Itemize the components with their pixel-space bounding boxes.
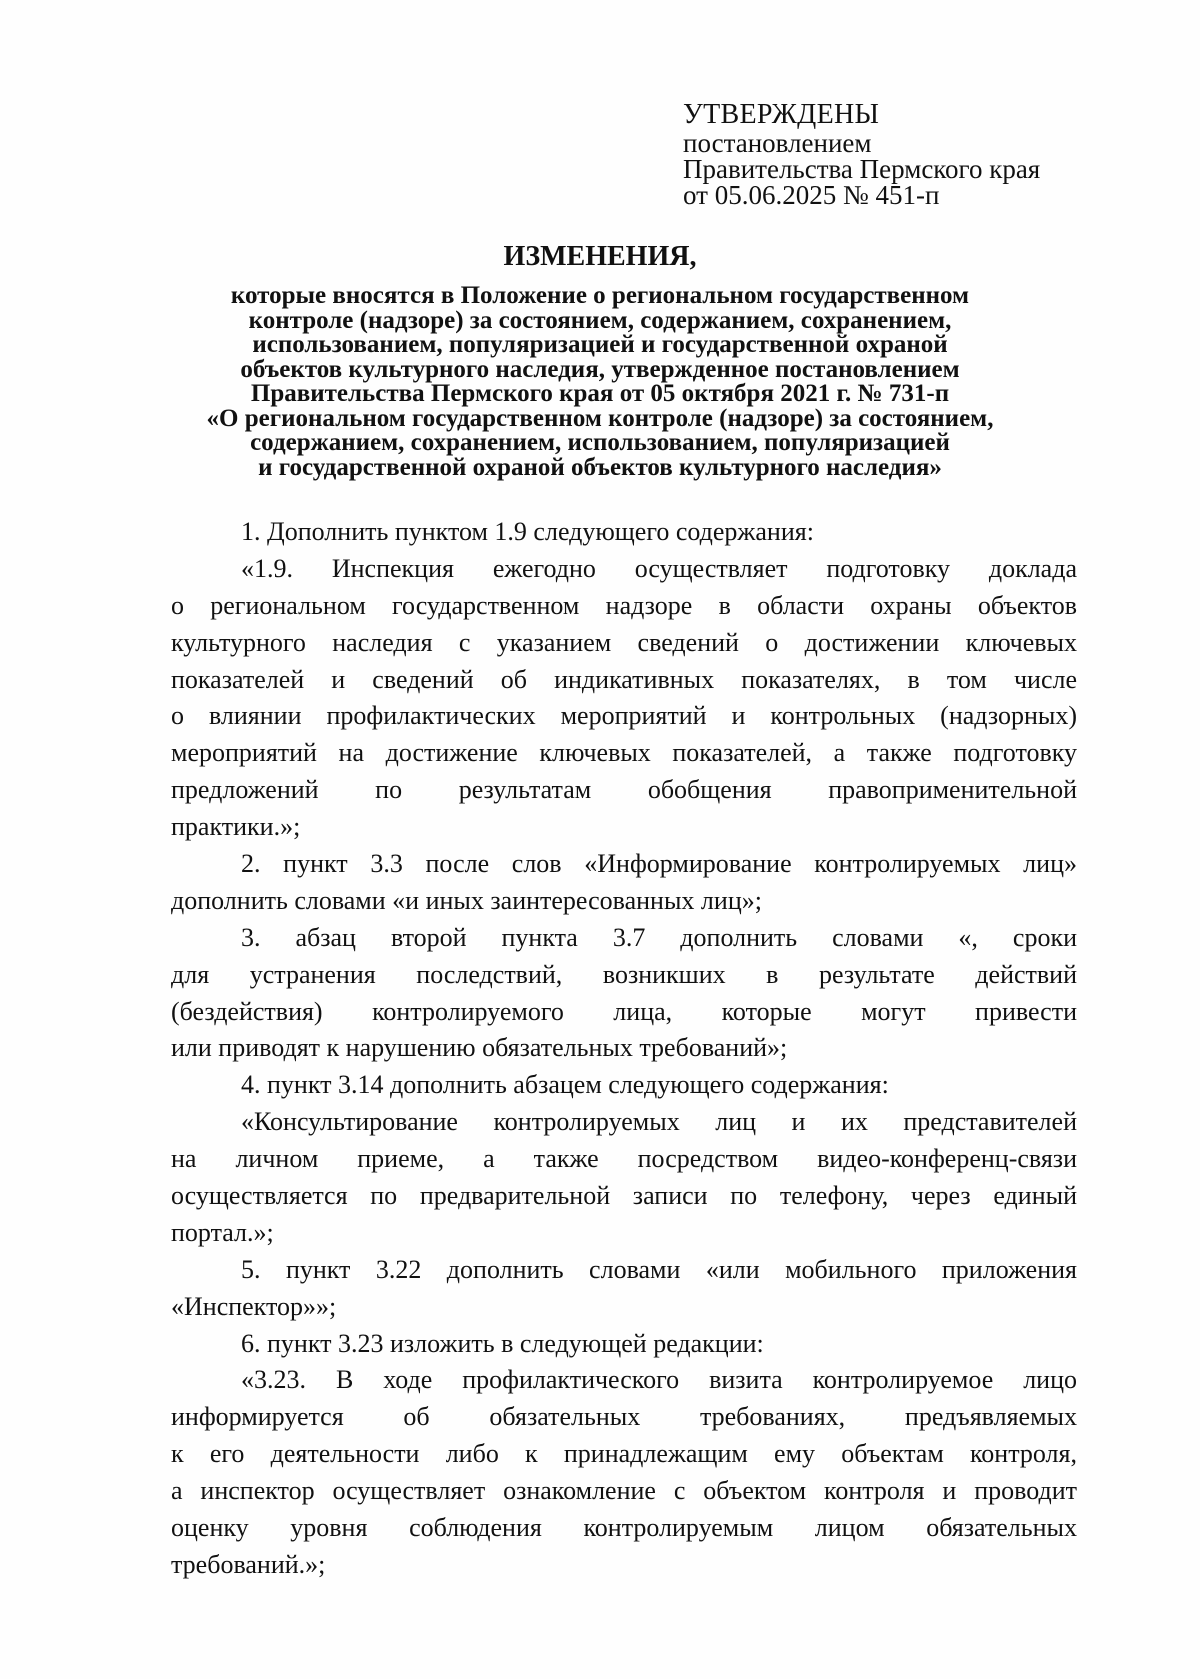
- body-line: портал.»;: [171, 1217, 274, 1247]
- subtitle-line: объектов культурного наследия, утвержденное постановлением: [240, 355, 960, 383]
- body-line: к его деятельности либо к принадлежащим ему объектам контроля,: [171, 1439, 1077, 1469]
- body-line: 1. Дополнить пунктом 1.9 следующего содержания:: [241, 517, 814, 546]
- body-line: практики.»;: [171, 812, 301, 842]
- body-line: «Консультирование контролируемых лиц и их представителей: [241, 1107, 1077, 1137]
- body-line: 4. пункт 3.14 дополнить абзацем следующего содержания:: [241, 1070, 889, 1100]
- subtitle-line: использованием, популяризацией и государственной охраной: [252, 331, 948, 358]
- subtitle-line: и государственной охраной объектов культурного наследия»: [258, 453, 942, 481]
- subtitle-line: содержанием, сохранением, использованием, популяризацией: [250, 429, 950, 456]
- subtitle-line: «О региональном государственном контроле (надзоре) за состоянием,: [206, 404, 994, 432]
- subtitle-line: Правительства Пермского края от 05 октября 2021 г. № 731-п: [250, 380, 950, 407]
- body-line: дополнить словами «и иных заинтересованных лиц»;: [171, 885, 762, 915]
- approval-line-decree: постановлением: [683, 128, 872, 158]
- body-line: требований.»;: [171, 1549, 326, 1579]
- body-line: «Инспектор»»;: [171, 1291, 337, 1321]
- body-line: о региональном государственном надзоре в области охраны объектов: [171, 590, 1077, 620]
- document-title: ИЗМЕНЕНИЯ,: [503, 241, 697, 272]
- body-line: оценку уровня соблюдения контролируемым лицом обязательных: [171, 1513, 1077, 1543]
- approval-line-government: Правительства Пермского края: [683, 154, 1041, 184]
- approval-stamp-block: [683, 100, 1103, 208]
- body-line: осуществляется по предварительной записи по телефону, через единый: [171, 1181, 1077, 1211]
- body-line: «3.23. В ходе профилактического визита контролируемое лицо: [241, 1365, 1077, 1395]
- body-line: 3. абзац второй пункта 3.7 дополнить словами «, сроки: [241, 922, 1077, 952]
- body-line: «1.9. Инспекция ежегодно осуществляет подготовку доклада: [241, 553, 1077, 583]
- body-line: информируется об обязательных требованиях, предъявляемых: [171, 1402, 1077, 1432]
- subtitle-line: которые вносятся в Положение о региональном государственном: [230, 282, 970, 309]
- body-line: мероприятий на достижение ключевых показателей, а также подготовку: [171, 738, 1077, 768]
- body-line: 5. пункт 3.22 дополнить словами «или мобильного приложения: [241, 1254, 1077, 1284]
- approval-line-date-number: от 05.06.2025 № 451-п: [683, 180, 940, 210]
- body-line: культурного наследия с указанием сведений о достижении ключевых: [171, 627, 1077, 657]
- body-line: 2. пункт 3.3 после слов «Информирование контролируемых лиц»: [241, 849, 1077, 879]
- body-line: предложений по результатам обобщения правоприменительной: [171, 775, 1077, 805]
- body-line: для устранения последствий, возникших в результате действий: [171, 959, 1077, 989]
- body-line: о влиянии профилактических мероприятий и контрольных (надзорных): [171, 701, 1077, 731]
- document-heading: [120, 242, 1080, 480]
- approval-title: УТВЕРЖДЕНЫ: [683, 99, 880, 130]
- body-line: (бездействия) контролируемого лица, которые могут привести: [171, 996, 1077, 1026]
- document-subtitle: [120, 284, 1080, 480]
- body-line: показателей и сведений об индикативных показателях, в том числе: [171, 664, 1077, 694]
- body-line: а инспектор осуществляет ознакомление с объектом контроля и проводит: [171, 1476, 1077, 1506]
- body-line: или приводят к нарушению обязательных требований»;: [171, 1033, 788, 1063]
- document-body: [171, 514, 1077, 1584]
- body-line: на личном приеме, а также посредством видео-конференц-связи: [171, 1144, 1077, 1174]
- body-line: 6. пункт 3.23 изложить в следующей редакции:: [241, 1328, 764, 1358]
- subtitle-line: контроле (надзоре) за состоянием, содержанием, сохранением,: [248, 306, 952, 334]
